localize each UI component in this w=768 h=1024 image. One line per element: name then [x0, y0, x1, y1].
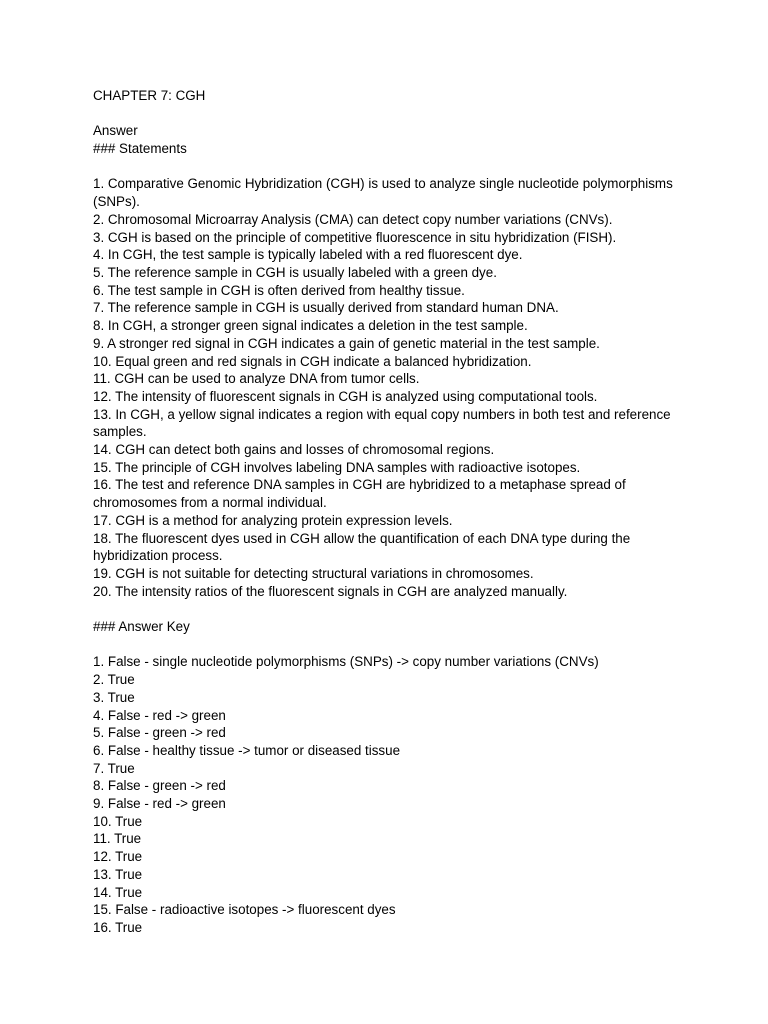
answer-key-item: 11. True: [93, 831, 142, 847]
statement-item: 10. Equal green and red signals in CGH indicate a balanced hybridization.: [93, 353, 532, 369]
statement-item: 17. CGH is a method for analyzing protein expression levels.: [93, 512, 453, 528]
statement-item: 4. In CGH, the test sample is typically labeled with a red fluorescent dye.: [93, 247, 523, 263]
answer-key-item: 10. True: [93, 813, 143, 829]
answer-key-item: 9. False - red -> green: [93, 796, 226, 812]
answer-key-item: 15. False - radioactive isotopes -> fluorescent dyes: [93, 902, 396, 918]
statement-item: 6. The test sample in CGH is often derived from healthy tissue.: [93, 282, 465, 298]
answer-key-item: 13. True: [93, 866, 143, 882]
spacer: [93, 105, 678, 123]
statement-item: 16. The test and reference DNA samples in CGH are hybridized to a metaphase spread of chromosomes from a normal individual.: [93, 477, 626, 511]
statement-item: 9. A stronger red signal in CGH indicates a gain of genetic material in the test sample.: [93, 335, 600, 351]
answer-key-item: 7. True: [93, 760, 135, 776]
statement-item: 11. CGH can be used to analyze DNA from tumor cells.: [93, 371, 420, 387]
answer-key-item: 2. True: [93, 672, 135, 688]
statement-item: 12. The intensity of fluorescent signals in CGH is analyzed using computational tools.: [93, 388, 598, 404]
statement-item: 2. Chromosomal Microarray Analysis (CMA) can detect copy number variations (CNVs).: [93, 211, 613, 227]
answer-key-heading: ### Answer Key: [93, 619, 190, 635]
answer-label: Answer: [93, 123, 138, 139]
answer-key-item: 3. True: [93, 689, 135, 705]
statement-item: 14. CGH can detect both gains and losses of chromosomal regions.: [93, 442, 495, 458]
statement-item: 20. The intensity ratios of the fluorescent signals in CGH are analyzed manually.: [93, 583, 568, 599]
spacer: [93, 158, 678, 176]
statement-item: 15. The principle of CGH involves labeling DNA samples with radioactive isotopes.: [93, 459, 581, 475]
statement-item: 3. CGH is based on the principle of competitive fluorescence in situ hybridization (FISH).: [93, 229, 617, 245]
answer-key-item: 6. False - healthy tissue -> tumor or diseased tissue: [93, 742, 401, 758]
answer-key-item: 12. True: [93, 849, 143, 865]
answer-key-item: 14. True: [93, 884, 143, 900]
statement-item: 19. CGH is not suitable for detecting structural variations in chromosomes.: [93, 565, 534, 581]
answer-key-item: 8. False - green -> red: [93, 778, 226, 794]
spacer: [93, 636, 678, 654]
answer-key-item: 1. False - single nucleotide polymorphisms (SNPs) -> copy number variations (CNVs): [93, 654, 599, 670]
statements-list: [93, 175, 678, 600]
answer-key-item: 16. True: [93, 919, 143, 935]
statement-item: 8. In CGH, a stronger green signal indicates a deletion in the test sample.: [93, 318, 528, 334]
statement-item: 5. The reference sample in CGH is usually labeled with a green dye.: [93, 265, 497, 280]
statements-heading: ### Statements: [93, 141, 187, 157]
statement-item: 7. The reference sample in CGH is usually derived from standard human DNA.: [93, 300, 559, 316]
spacer: [93, 600, 678, 618]
chapter-title: CHAPTER 7: CGH: [93, 88, 206, 103]
answer-key-list: [93, 653, 678, 936]
document-body: [93, 87, 678, 937]
answer-key-item: 4. False - red -> green: [93, 707, 226, 723]
statement-item: 18. The fluorescent dyes used in CGH allow the quantification of each DNA type during the hybridization process.: [93, 530, 631, 564]
statement-item: 1. Comparative Genomic Hybridization (CGH) is used to analyze single nucleotide polymorphisms (SNPs).: [93, 176, 673, 210]
statement-item: 13. In CGH, a yellow signal indicates a region with equal copy numbers in both test and reference samples.: [93, 406, 671, 440]
answer-key-item: 5. False - green -> red: [93, 725, 226, 741]
